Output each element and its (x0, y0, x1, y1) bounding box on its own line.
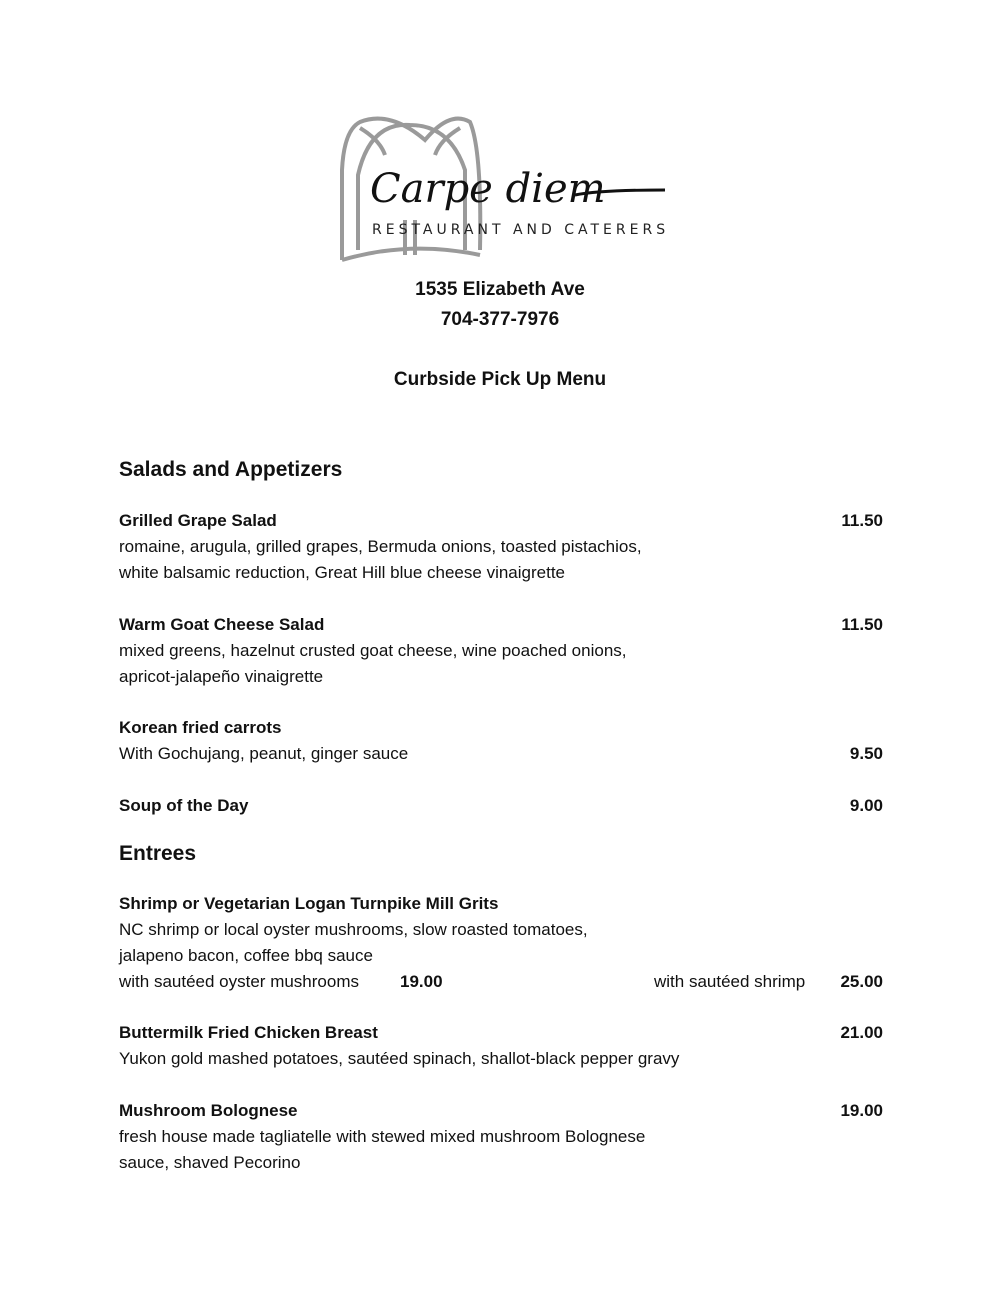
item-desc: sauce, shaved Pecorino (119, 1153, 301, 1172)
item-price: 11.50 (841, 511, 883, 530)
item-desc: mixed greens, hazelnut crusted goat cheese, wine poached onions, (119, 641, 627, 660)
item-desc: NC shrimp or local oyster mushrooms, slow roasted tomatoes, (119, 920, 588, 939)
item-price: 11.50 (841, 615, 883, 634)
item-desc: jalapeno bacon, coffee bbq sauce (119, 946, 373, 965)
logo-subtitle: RESTAURANT AND CATERERS (372, 222, 670, 238)
logo-script-text: Carpe diem (370, 166, 606, 212)
item-name: Mushroom Bolognese (119, 1101, 298, 1120)
item-desc: romaine, arugula, grilled grapes, Bermuda onions, toasted pistachios, (119, 537, 642, 556)
item-name: Warm Goat Cheese Salad (119, 615, 325, 634)
item-price: 9.50 (849, 744, 883, 763)
item-desc: Yukon gold mashed potatoes, sautéed spinach, shallot-black pepper gravy (119, 1049, 680, 1068)
item-name: Soup of the Day (119, 796, 249, 815)
menu-title: Curbside Pick Up Menu (393, 369, 607, 390)
item-name: Shrimp or Vegetarian Logan Turnpike Mill Grits (119, 894, 499, 913)
restaurant-logo (330, 110, 670, 270)
item-price: 19.00 (840, 1101, 883, 1120)
item-price: 21.00 (840, 1023, 883, 1042)
item-desc: With Gochujang, peanut, ginger sauce (119, 744, 409, 763)
option-label: with sautéed oyster mushrooms (119, 972, 359, 991)
option-price: 19.00 (400, 972, 443, 991)
phone: 704-377-7976 (440, 309, 560, 330)
item-desc: white balsamic reduction, Great Hill blue cheese vinaigrette (119, 563, 566, 582)
item-price: 9.00 (849, 796, 883, 815)
section-heading: Entrees (119, 842, 197, 865)
option-label: with sautéed shrimp (654, 972, 806, 991)
section-heading: Salads and Appetizers (119, 458, 343, 481)
item-name: Grilled Grape Salad (119, 511, 277, 530)
item-desc: fresh house made tagliatelle with stewed mixed mushroom Bolognese (119, 1127, 646, 1146)
item-name: Korean fried carrots (119, 718, 282, 737)
address: 1535 Elizabeth Ave (415, 279, 585, 300)
item-desc: apricot-jalapeño vinaigrette (119, 667, 324, 686)
item-name: Buttermilk Fried Chicken Breast (119, 1023, 378, 1042)
option-price: 25.00 (840, 972, 883, 991)
